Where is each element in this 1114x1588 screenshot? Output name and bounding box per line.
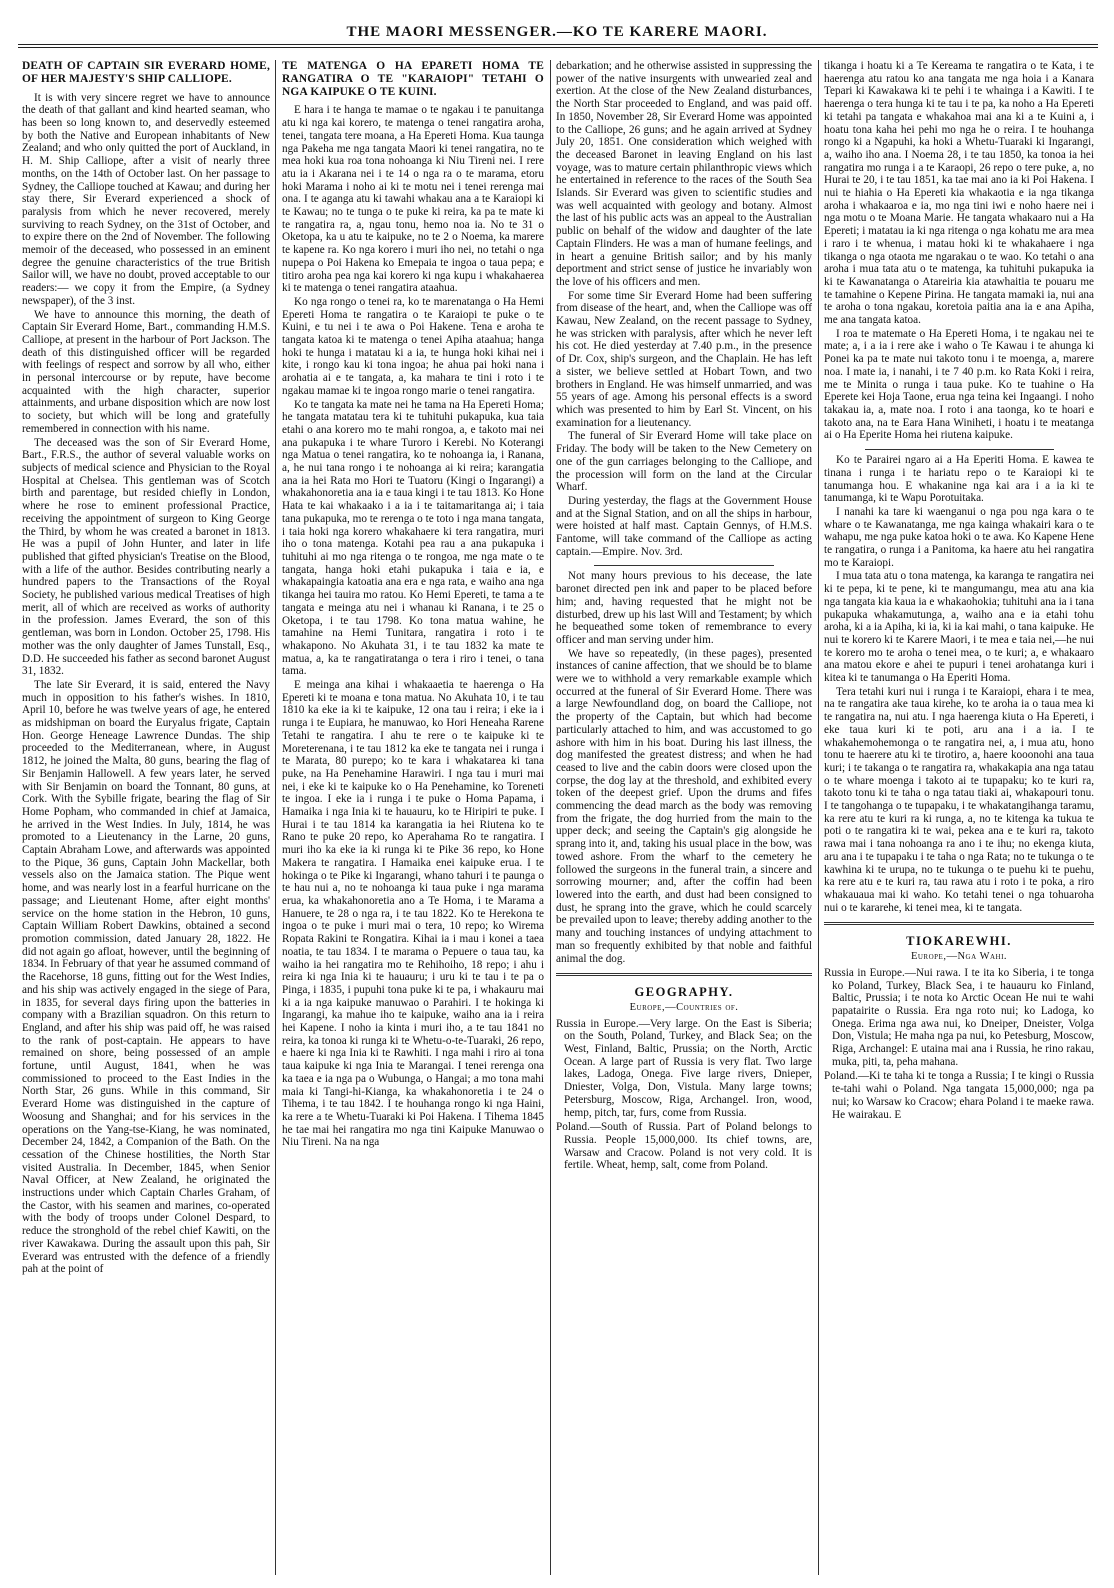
article-title-maori: TE MATENGA O HA EPARETI HOMA TE RANGATIRA O TE "KARAIOPI" TETAHI O NGA KAIPUKE O TE KUINI. — [282, 60, 544, 98]
article-paragraph: We have so repeatedly, (in these pages), presented instances of canine affection, that we should be to blame were we to withhold a very remarkable example which occurred at the funeral of Sir Everard Home. There was a large Newfoundland dog, on board the Calliope, not the property of the Captain, but which had become particularly attached to him, and was accustomed to go ashore with him in his boat. During his last illness, the dog manifested the greatest distress; and when he had ceased to live and the cabin doors were closed upon the corpse, the dog lay at the threshold, and exhibited every token of the deepest grief. Upon the drums and fifes commencing the dead march as the body was removing from the frigate, the dog hurried from the main to the upper deck; and seeing the Captain's gig alongside he sprang into it, and, taking his usual place in the bow, was towed ashore. From the wharf to the cemetery he followed the surgeons in the funeral train, a sincere and sorrowing mourner; and, after the coffin had been lowered into the earth, and dust had been consigned to dust, he sprang into the grave, which he could scarcely be prevailed upon to leave; thereby adding another to the many and touching instances of undying attachment to man so frequently exhibited by that noble and faithful animal the dog. — [556, 647, 812, 965]
section-rule — [865, 449, 1054, 450]
article-title-english: DEATH OF CAPTAIN SIR EVERARD HOME, OF HER MAJESTY'S SHIP CALLIOPE. — [22, 60, 270, 85]
article-paragraph: For some time Sir Everard Home had been suffering from disease of the heart, and, when the Calliope was off Kawau, New Zealand, on the recent passage to Sydney, he was stricken with paralysis, after which he never left his cot. He died yesterday at 7.40 p.m., in the presence of Dr. Cox, ship's surgeon, and the Chaplain. He has left a sister, we believe settled at Hobart Town, and two brothers in England. He was himself unmarried, and was 55 years of age. Among his personal effects is a sword which was presented to him by Earl St. Vincent, on his examination for a lieutenancy. — [556, 289, 812, 429]
article-paragraph: debarkation; and he otherwise assisted in suppressing the power of the native insurgents with unwearied zeal and exertion. At the close of the New Zealand disturbances, the North Star proceeded to England, and was paid off. In 1850, November 28, Sir Everard Home was appointed to the Calliope, 26 guns; and he again arrived at Sydney July 20, 1851. One consideration which weighed with the deceased Baronet in leaving England on his last voyage, was to mature certain philanthropic views which he entertained in reference to the races of the South Sea Islands. Sir Everard was given to scientific studies and was well acquainted with geology and botany. Almost the last of his public acts was an appeal to the Australian public on behalf of the widow and daughter of the late Captain Flinders. He was a man of humane feelings, and in heart a genuine British sailor; and by his manly deportment and strict sense of justice he invariably won the love of his officers and men. — [556, 60, 812, 288]
section-rule — [594, 565, 773, 566]
column-3 — [556, 60, 812, 1575]
geography-subheading: Europe,—Countries of. — [629, 1001, 739, 1013]
column-divider — [275, 60, 276, 1575]
article-paragraph: E hara i te hanga te mamae o te ngakau i te panuitanga atu ki nga kai korero, te matenga o tenei rangatira aroha, tenei, tangata tere moana, a Ha Epereti Homa. Kua taunga nga Pakeha me nga tangata Maori ki tenei rangatira, no te mea hoki kua roa tona nohoanga ki Niu Tireni nei. I rere atu ia i Akarana nei i te 14 o nga ra o te marama, etoru hoki Marama i noho ai ki te motu nei i tenei rerenga mai ona. I te aganga atu ki tawahi whakau ana a te Karaiopi ki te Kawau; no te tunga o te puke ki reira, ka pa te mate ki te rangatira ra, a, ngau tonu, hemo noa ia. No te 31 o Oketopa, ka u atu te kaipuke, no te 2 o Noema, ka marere te kapene ra. Ko nga korero i muri iho nei, no tetahi o nga nupepa o Poi Hakena ko Emepaia te ingoa o taua pepa; e titiro aroha pea nga kai korero ki nga kupu i whakahaerea ki te matenga o tenei rangatira ataahua. — [282, 104, 544, 295]
column-4 — [824, 60, 1094, 1575]
geography-entry: Poland.—Ki te taha ki te tonga a Russia; I te kingi o Russia te-tahi wahi o Poland. Nga tangata 15,000,000; nga pa nui; ko Warsaw ko Cracow; ehara Poland i te maeke rawa. He wairakau. E — [824, 1070, 1094, 1121]
article-paragraph: It is with very sincere regret we have to announce the death of that gallant and kind hearted seaman, who has been so long known to, and deservedly esteemed by both the Native and European inhabitants of New Zealand; and who only quitted the port of Auckland, in H. M. Ship Calliope, after a visit of nearly three months, on the 14th of October last. On her passage to Sydney, the Calliope touched at Kawau; and during her stay there, Sir Everard experienced a shock of paralysis from which he never recovered, merely surviving to reach Sydney, on the 31st of October, and to expire there on the 2nd of November. The following memoir of the deceased, who possessed in an eminent degree the genuine characteristics of the true British Sailor will, we have no doubt, proved acceptable to our readers:— we copy it from the Empire, (a Sydney newspaper), of the 3 inst. — [22, 91, 270, 307]
section-rule — [824, 922, 1094, 925]
geography-entry: Russia in Europe.—Nui rawa. I te ita ko Siberia, i te tonga ko Poland, Turkey, Black Sea, i te hauauru ko Finland, Baltic, Prussia; i te nota ko Arctic Ocean He nui te wahi papatairite o Russia. Era nga roto nui; ko Ladoga, ko Onega. Erima nga awa nui, ko Dneiper, Dneister, Volga Don, Vistula; He maha nga pa nui, ko Petesburg, Moscow, Riga, Archangel: E utaina mai ana i Russia, he rino rakau, muka, piti, ta, peha mahana. — [824, 966, 1094, 1068]
article-paragraph: tikanga i hoatu ki a Te Kereama te rangatira o te Kata, i te haerenga atu ratou ko ana tangata me nga hoia i a Kanara Tepari ki Kawakawa ki te pehi i te whainga i a Kawiti. I te haerenga o tera hunga ki te tau i te pa, ka noho a Ha Epereti ki tetahi pa tangata e whakahoa mai ana ki a te Kuini a, i hoatu tona kaha hei pehi mo nga he o reira. I te houhanga rongo ki a Ngapuhi, ka hoki a Whetu-Tuaraki ki Ingarangi, a, waiho iho ana. I Noema 28, i te tau 1850, ka tonoa ia hei rangatira mo runga i a te Karaopi, 26 repo o tere puke, a, no Hurai te 20, i te tau 1851, ka tae mai ano ia ki Poi Hakena. I nui te hiahia o Ha Epereti kia whakaotia e ia nga tikanga aroha i whakaaroa e ia, mo nga tini iwi e noho haere nei i nga motu o te Moana Marie. He tangata whakaaro nui a Ha Epereti; i matatau ia ki nga ritenga o nga kohatu me ara mea i raro i te whenua, i matau hoki ki te whakahaere i nga tikanga o nga otaota me ngarakau o te wao. Ko tetahi o ana aroha i mua tata atu o te matenga, ka tuhituhi pukapuka ia ki te Kawanatanga o Atareiria kia atawhaitia te pouaru me te tamahine o Kepene Pirina. He tangata mamaki ia, nui ana te aroha o tona ngakau, koretoia paitia ana ia e ana Apiha, me ana tangata katoa. — [824, 60, 1094, 327]
tiokarewhi-subheading: Europe,—Nga Wahi. — [910, 951, 1008, 963]
tiokarewhi-heading: TIOKAREWHI. — [906, 934, 1012, 949]
article-paragraph: Not many hours previous to his decease, the late baronet directed pen ink and paper to be placed before him; and, having requested that he might not be disturbed, drew up his last Will and Testament; by which he bequeathed some token of remembrance to every officer and man serving under him. — [556, 570, 812, 646]
column-1 — [22, 60, 270, 1575]
article-paragraph: I roa te matemate o Ha Epereti Homa, i te ngakau nei te mate; a, i a ia i rere ake i waho o Te Kawau i te ahunga ki Ponei ka pa te mate nui takoto tonu i te moenga, a, marere noa. I mate ia, i nanahi, i te 7 40 p.m. ko Rata Koki i reira, me te Minita o runga i taua puke. Ko te tuahine o Ha Eperete kei Hoja Taone, erua nga teina kei Ingaangi. I noho takakau ia, a, mate noa. I roto i ana taonga, ko te hoari e takoto ana, na te Eara Hana Winiheti, i hoatu i te meatanga ai o Ha Eperite Homa hei riutena kaipuke. — [824, 327, 1094, 442]
geography-entry: Russia in Europe.—Very large. On the East is Siberia; on the South, Poland, Turkey, and Black Sea; on the West, Finland, Baltic, Prussia; on the North, Arctic Ocean. A large part of Russia is very flat. Two large lakes, Ladoga, Onega. Five large rivers, Dnieper, Dniester, Volga, Don, Vistula. Many large towns; Petersburg, Moscow, Riga, Archangel. Iron, wood, hemp, pitch, tar, furs, come from Russia. — [556, 1017, 812, 1119]
article-paragraph: The deceased was the son of Sir Everard Home, Bart., F.R.S., the author of several valuable works on subjects of medical science and Physician to the Royal Hospital at Chelsea. This gentleman was of Scotch birth and parentage, but resided chiefly in London, where he rose to eminent professional Practice, receiving the appointment of surgeon to King George the Third, by whom he was created a baronet in 1813. He was a pupil of John Hunter, and later in life published that gifted physician's Treatise on the Blood, with a life of the author. Besides contributing nearly a hundred papers to the Transactions of the Royal Society, he published various medical Treatises of high merit, all of which are received as works of authority in the profession. James Everard, the son of this gentleman, was born in London. October 25, 1798. His mother was the only daughter of James Tunstall, Esq., D.D. He succeeded his father as second baronet August 31, 1832. — [22, 436, 270, 678]
geography-entry: Poland.—South of Russia. Part of Poland belongs to Russia. People 15,000,000. Its chief towns, are, Warsaw and Cracow. Poland is not very cold. It is fertile. Wheat, hemp, salt, come from Poland. — [556, 1121, 812, 1172]
masthead: THE MAORI MESSENGER.—KO TE KARERE MAORI. — [346, 24, 768, 40]
article-paragraph: We have to announce this morning, the death of Captain Sir Everard Home, Bart., commanding H.M.S. Calliope, at present in the harbour of Port Jackson. The death of this distinguished officer will be regarded with feelings of respect and sorrow by all who, either in personal intercourse or by repute, have become acquainted with the high character, superior attainments, and urbane disposition which are now lost to society, but which will be long and gratefully remembered in connection with his name. — [22, 308, 270, 435]
section-rule — [556, 973, 812, 976]
article-paragraph: During yesterday, the flags at the Government House and at the Signal Station, and on all the ships in harbour, were hoisted at half mast. Captain Gennys, of H.M.S. Fantome, will take command of the Calliope as acting captain.—Empire. Nov. 3rd. — [556, 494, 812, 558]
masthead-rule-double — [18, 47, 1098, 48]
article-paragraph: E meinga ana kihai i whakaaetia te haerenga o Ha Epereti ki te moana e tona matua. No Akuhata 10, i te tau 1810 ka eke ia ki te kaipuke, 12 ona tau i reira; i eke ia i runga i te Eupiara, he manuwao, ko Hori Heneaha Rarene Tetahi te rangatira. I ahu te rere o te kaipuke ki te Moreterenana, i te tau 1812 ka eke te tangata nei i runga i te Marata, 80 purepo; ko te kara i whakatarea ki tana puke, na Ha Penehamine Harawiri. I nga tau i muri mai nei, i eke ki te kaipuke ko o Ha Penehamine, ko Toreneti te ingoa. I eke ia i runga i te puke o Homa Papama, i Hamaika i nga Inia ki te hauauru, ko te Hiripiri te puke. I Hurai i te tau 1814 ka karangatia ia hei Riutena ko te Rano te puke 20 repo, ko Aperahama Ro te rangatira. I muri iho ka eke ia ki runga ki te Pike 36 repo, ko Hone Makera te rangatira. I Hamaika enei kaipuke erua. I te hokinga o te Pike ki Ingarangi, whano tahuri i te paunga o te hau nui a, no te nohoanga ki taua puke i nga marama erua, ka whakahonoretia ano a Te Homa, i te Marama a Hanuere, te 28 o nga ra, i te tau 1822. Ko te Herekona te ingoa o te puke i muri mai o tera, 10 repo; ko Wirema Ropata Rakini te Rongatira. Kihai ia i mau i konei a taea noatia, te tau 1834. I te marama o Pepuere o taua tau, ka waiho ia hei rangatira mo te Rehihoiho, 18 repo; i ahu i reira ki nga Inia ki te hauauru; i uru ki te tau i te pa o Pinga, i 1835, i pupuhi tona puke ki te pa, i whakauru mai ki a ia nga kaipuke manuwao o Parahiri. I te hokinga ki Ingarangi, ka mahue iho te kaipuke, waiho ana ia i reira hei Kapene. I noho ia kinta i muri iho, a te tau 1841 no reira, ka tonoa ki runga ki te Whetu-o-te-Tuaraki, 26 repo, e haere ki nga Inia ki te Rawhiti. I nga mahi i riro ai tona taua kaipuke ki nga Inia te Marangai. I tenei rerenga ona ka taea e ia nga pa o Wubunga, o Hangai; a mo tona mahi maia ki Tangi-hi-Kianga, ka whakahonoretia i te 24 o Tihema, i te tau 1842. I te houhanga rongo ki nga Haini, ka rere a te Whetu-Tuaraki ki Poi Hakena. I Tihema 1845 he tae mai hei rangatira mo nga tini Kaipuke Manuwao o Niu Tireni. Na na nga — [282, 679, 544, 1149]
column-divider — [550, 60, 551, 1575]
article-paragraph: Ko te Parairei ngaro ai a Ha Eperiti Homa. E kawea te tinana i runga i te hariatu repo o te Karaiopi ki te tanumanga hou. E whakanine nga kai ara i a ia ki te tanumanga, ki te Wapu Porotuitaka. — [824, 454, 1094, 505]
article-paragraph: Tera tetahi kuri nui i runga i te Karaiopi, ehara i te mea, na te rangatira ake taua kirehe, ko te aroha ia o taua mea ki te rangatira na, nui atu. I nga haerenga kiuta o Ha Epereti, i eke taua kuri ki te poti, aru ana i a ia. I te whakahemohemonga o te rangatira nei, a, i mua atu, hono tonu te haerere atu ki te tirotiro, a, haere kooonohi ana taua kuri; i te takanga o te rangatira ra, whakakapia ana nga tatau o te whare moenga i takoto ai te tupapaku; ko te kuri ra, takoto tonu ki te taha o nga tatau tiaki ai, whakapouri tonu. I te tangohanga o te tupapaku, i te whakatangihanga taramu, ka rere atu te kuri ra ki runga, a, no te kitenga ka tukua te poti o te rangatira ki te wai, pekea ana e te kuri ra, takoto rawa mai i tana nohoanga ra ano i te ihu; no ekenga kiuta, aru ana i te tupapaku i te taha o nga Rata; no te tukunga o te kawhina ki te urupa, no te tukunga o te puehu ki te puehu, ka rere atu e te kuri ra, tau rawa atu i roto i te poka, a riro whakauaua mai ki waho. Ko tetahi tenei o nga tohuaroha nui o te kararehe, ki tenei mea, ki te tangata. — [824, 685, 1094, 914]
column-divider — [818, 60, 819, 1575]
article-paragraph: The funeral of Sir Everard Home will take place on Friday. The body will be taken to the New Cemetery on one of the gun carriages belonging to the Calliope, and the procession will form on the land at the Circular Wharf. — [556, 430, 812, 494]
article-paragraph: I nanahi ka tare ki waenganui o nga pou nga kara o te whare o te Kawanatanga, me nga kainga whakairi kara o te wahapu, me nga puke katoa hoki o te awa. Ko Kapene Hene te rangatira, o runga i a Panitoma, ka haere atu hei rangatira mo te Karaiopi. — [824, 505, 1094, 569]
article-paragraph: Ko te tangata ka mate nei he tama na Ha Epereti Homa; he tangata matatau tera ki te tuhituhi pukapuka, kua taia etahi o ana korero mo te mahi rongoa, a, e takoto mai nei ana pukapuka i te whare Turoro i Kerebi. No Koterangi nga Matua o tenei rangatira, ko te nohoanga ia, i Ranana, a, he nui tana rongo i te nohoanga ai ki reira; karangatia ana ia hei Rata mo Hori te Tuatoru (Kingi o Ingarangi) a whakahonoretia ana ia e taua kingi i te tau 1813. Ko Hone Hata te kai whakaako i a ia i te taitamaritanga ai; i taia tana pukapuka, mo te rerenga o te toto i nga mana tangata, i taia hoki nga korero whakahaere ki tera rangatira, muri iho o tona matenga. Kotahi pea rau a ana pukapuka i tuhituhi ai mo nga ritenga o te rongoa, me nga mate o te tangata, hanga hoki etahi pukapuka i taia e ia, e whakapaingia katoatia ana era e nga rata, e waiho ana nga tikanga hei tauira mo ratou. Ko Hemi Epereti, te tama a te tangata e meinga atu nei i whanau ki Ranana, i te 25 o Oketopa, i te tau 1798. Ko tona matua wahine, he tamahine na Hemi Tunitara, rangatira i roto i te whakapono. No Akuhata 31, i te tau 1832 ka mate te matua, a, ka te rangatiratanga o tera i riro i tenei, o tana tama. — [282, 398, 544, 678]
masthead-rule — [18, 44, 1098, 45]
column-2 — [282, 60, 544, 1575]
article-paragraph: Ko nga rongo o tenei ra, ko te marenatanga o Ha Hemi Epereti Homa te rangatira o te Karaiopi te puke o te Kuini, e tu nei i te awa o Poi Hakene. Tena e aroha te tangata katoa ki te matenga o tenei Apiha ataahua; hanga hoki te hunga i matatau ki a ia, te hunga hoki kihai nei i kite, i rongo kau ki tona ingoa; he ahua pai hoki nana i arohatia ai e te tangata, a, ka mahara te tini i roto i te ngakau mamae ki te ingoa rongo marie o tenei rangatira. — [282, 295, 544, 397]
geography-heading: GEOGRAPHY. — [634, 985, 734, 1000]
article-paragraph: The late Sir Everard, it is said, entered the Navy much in opposition to his father's wishes. In 1810, April 10, before he was twelve years of age, he entered as midshipman on board the Euryalus frigate, Captain Hon. George Heneage Lawrence Dundas. The ship proceeded to the Mediterranean, where, in August 1812, he joined the Malta, 80 guns, bearing the flag of Sir Benjamin Hallowell. A few years later, he served with Sir Benjamin on board the Tonnant, 80 guns, at Cork. With the Sybille frigate, bearing the flag of Sir Home Popham, who commanded in chief at Jamaica, he arrived in the West Indies. In July, 1814, he was promoted to a Lieutenancy in the Larne, 20 guns, Captain Abraham Lowe, and afterwards was appointed to the Pique, 36 guns, Captain John Mackellar, both vessels also on the Jamaica station. The Pique went home, and was nearly lost in a fearful hurricane on the passage; and Lieutenant Home, after eight months' service on the home station in the Hebron, 10 guns, Captain William Robert Dawkins, obtained a second promotion commission, dated January 28, 1822. He did not again go afloat, however, until the beginning of 1834. In February of that year he assumed command of the Racehorse, 18 guns, fitting out for the West Indies, and his ship was actively engaged in the siege of Para, in 1835, for several days firing upon the batteries in company with a Brazilian squadron. On this return to England, and after his ship was paid off, he was raised to the rank of post-captain. He appears to have remained on shore, being possessed of an ample fortune, until August, 1841, when he was commissioned to proceed to the East Indies in the North Star, 26 guns. While in this command, Sir Everard Home was distinguished in the capture of Woosung and Shanghai; and for his services in the operations on the Yang-tse-Kiang, he was nominated, December 24, 1842, a Companion of the Bath. On the cessation of the Chinese hostilities, the North Star visited Australia. In December, 1845, when Senior Naval Officer, at New Zealand, he originated the instructions under which Captain Charles Graham, of the Castor, with his seamen and marines, co-operated with the body of troops under Colonel Despard, to reduce the stronghold of the rebel chief Kawiti, on the river Kawakawa. During the assault upon this pah, Sir Everard was entrusted with the defence of a friendly pah at the point of — [22, 678, 270, 1276]
article-paragraph: I mua tata atu o tona matenga, ka karanga te rangatira nei ki te pepa, ki te pene, ki te mangumangu, mea atu ana kia nga tangata kia kaua ia e whakaohokia; tuhituhi ana ia i tana pukapuka whakamutunga, a, waiho ana e ia etahi tohu aroha, ki a ia Apiha, ki ia, ki ia kai mahi, o tana kaipuke. He nui te korero ki te Karere Maori, i te mea e taia nei,—he nui te korero mo te aroha o tenei mea, o te kuri; a, e whakaaro ana matou ekore e ahei te pupuri i tenei arohatanga kuri i kitea ki te tanumanga o Ha Eperiti Homa. — [824, 570, 1094, 685]
